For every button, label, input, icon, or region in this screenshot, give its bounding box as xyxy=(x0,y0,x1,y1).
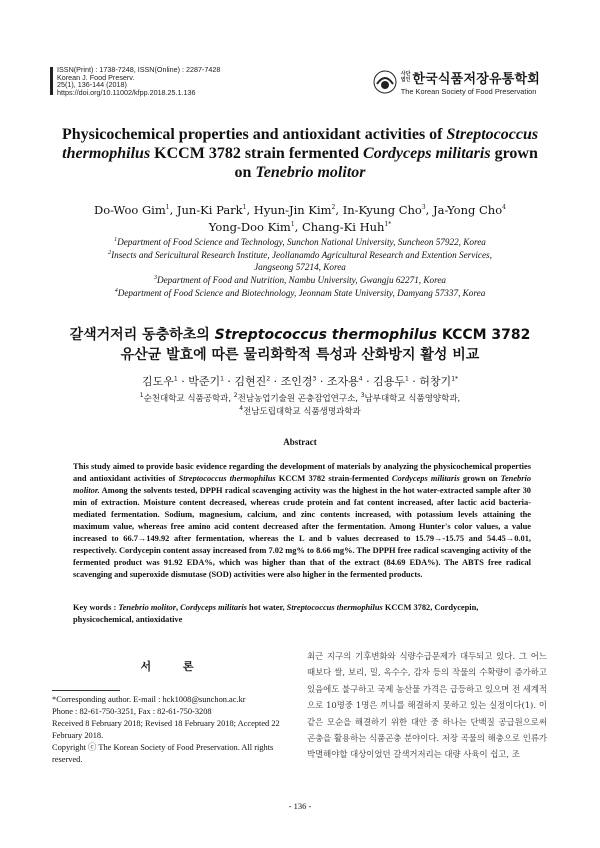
author-affil-mark: 4 xyxy=(358,375,363,383)
title-species: thermophilus xyxy=(62,145,151,162)
article-title xyxy=(52,125,548,182)
title-text: on xyxy=(234,164,256,181)
affil-text: Insects and Sericultural Research Institute, Jeollanamdo Agricultural Research and Extention Services, xyxy=(111,249,492,260)
author-affil-mark: 1* xyxy=(384,221,392,229)
korean-author: 김현진 xyxy=(234,375,267,388)
abstract-text: Among the solvents tested, DPPH radical scavenging activity was the highest in the hot water-extracted sample after 30 min of extraction. Moisture content decreased, whereas crude protein and fat content increased, after lactic acid bacteria-mediated fermentation. Sodium, magnesium, calcium, and zinc contents increased, with potassium levels attaining the maximum value, whereas free amino acid content decreased after the fermentation. Among Hunter's color values, a value increased to 66.7→149.92 after fermentation, whereas the L and b values decreased to 15.79→-15.75 and 54.45→0.01, respectively. Cordycepin content assay increased from 7.02 mg% to 8.66 mg%. The DPPH free radical scavenging activity of the fermented product was 91.92 EDA%, which was higher than that of the extract (84.69 EDA%). The ABTS free radical scavenging and superoxide dismutase (SOD) activities were also higher in the fermented products. xyxy=(73,486,531,579)
doi-link[interactable]: https://doi.org/10.11002/kfpp.2018.25.1.136 xyxy=(57,87,196,97)
korean-author: 조자용 xyxy=(326,375,359,388)
author-affil-mark: 4 xyxy=(502,204,506,212)
korean-author-list xyxy=(52,375,548,389)
footnote-divider xyxy=(52,690,120,691)
keyword: Cordyceps militaris xyxy=(180,603,247,612)
introduction-heading: 서 론 xyxy=(140,660,208,673)
page-number: - 136 - xyxy=(288,801,312,811)
journal-abbrev: Korean J. Food Preserv. xyxy=(57,72,135,82)
title-text: grown xyxy=(490,145,538,162)
korean-affiliation-list xyxy=(52,393,548,418)
title-species: Cordyceps militaris xyxy=(363,145,491,162)
separator: · xyxy=(316,375,327,388)
korean-title-text: 갈색거저리 동충하초의 xyxy=(69,327,215,343)
separator: · xyxy=(177,375,189,388)
abstract-body xyxy=(73,461,531,581)
korean-author: 김용두 xyxy=(373,375,405,388)
affil-mark: 4 xyxy=(239,404,244,412)
author-affil-mark: 1 xyxy=(242,204,247,212)
korean-title-species: Streptococcus thermophilus xyxy=(214,327,437,343)
society-name-english: The Korean Society of Food Preservation xyxy=(400,87,537,96)
abstract-text: KCCM 3782 strain-fermented xyxy=(275,474,392,483)
abstract-species: Streptococcus thermophilus xyxy=(178,474,276,483)
korean-author: 박준기 xyxy=(188,375,221,388)
affiliation xyxy=(52,287,548,300)
society-emblem-icon xyxy=(373,70,397,94)
keyword-sep: , xyxy=(175,603,181,612)
author-affil-mark: 2 xyxy=(266,375,271,383)
author-list: Do-Woo Gim$^1$, Jun-Ki Park$^1$, Hyun-Jin Kim$^2$, In-Kyung Cho$^3$, Ja-Yong Cho$^4$ Yong-Doo Kim$^1$, Chang-Ki Huh$^{1*}$ xyxy=(94,203,506,234)
society-name-korean: 한국식품저장유통학회 xyxy=(412,72,540,87)
korean-affil-text: 순천대학교 식품공학과, xyxy=(143,394,234,404)
author: Yong-Doo Kim xyxy=(208,220,291,234)
affiliation-list xyxy=(52,236,548,300)
affil-text: Department of Food Science and Technology, Sunchon National University, Suncheon 57922, Korea xyxy=(117,237,486,247)
introduction-body: 최근 지구의 기후변화와 식량수급문제가 대두되고 있다. 그 어느 때보다 쌀, 보리, 밀, 옥수수, 감자 등의 작물의 수확량이 증가하고 있음에도 불구하고 국제 농산물 가격은 급등하고 있으며 전 세계적으로 10명중 1명은 끼니를 해결하지 못하고 있는 실정이다(1). 이 같은 모순을 해결하기 위한 대안 중 하나는 단백질 공급원으로써 곤충을 활용하는 식품곤충 분야이다. 저장 곡물의 해충으로 인류가 박멸해야할 대상이었던 갈색거저리는 대량 사육이 쉽고, 조 xyxy=(307,651,547,760)
affil-mark: 4 xyxy=(114,287,118,294)
abstract-text: This study aimed to provide basic evidence regarding the development of materials by analyzing the physicochemical properties and antioxidant activities of xyxy=(73,462,531,483)
keyword: KCCM 3782, Cordycepin, physicochemical, antioxidative xyxy=(73,603,479,625)
author-affil-mark: 1 xyxy=(165,204,170,212)
korean-affil-text: 남부대학교 식품영양학과, xyxy=(364,394,461,404)
author-affil-mark: 3 xyxy=(421,204,426,212)
title-species: Tenebrio molitor xyxy=(255,164,366,181)
logo-corp-label: 사단 법인 xyxy=(400,71,411,83)
issn-line: ISSN(Print) : 1738-7248, ISSN(Online) : 2287-7428 xyxy=(57,65,221,74)
logo-text xyxy=(401,68,540,96)
header-bar xyxy=(50,67,53,95)
author: Jun-Ki Park xyxy=(176,203,243,217)
separator: · xyxy=(223,375,235,388)
title-species: Streptococcus xyxy=(446,126,539,143)
abstract-species: Tenebrio molitor. xyxy=(73,474,532,495)
author: In-Kyung Cho xyxy=(342,203,422,217)
korean-affil-text: 전남도립대학교 식품생명과학과 xyxy=(243,406,361,417)
author: Ja-Yong Cho xyxy=(432,203,503,217)
title-text: Physicochemical properties and antioxidant activities of xyxy=(61,126,447,143)
society-logo xyxy=(373,68,540,96)
separator: · xyxy=(362,375,374,388)
keywords xyxy=(73,602,531,626)
received-dates: Received 8 February 2018; Revised 18 February 2018; Accepted 22 February 2018. xyxy=(52,718,280,740)
affiliation xyxy=(52,249,548,262)
abstract-text: grown on xyxy=(459,474,501,483)
author: Hyun-Jin Kim xyxy=(253,203,332,217)
korean-title-text: KCCM 3782 xyxy=(436,327,531,343)
journal-info xyxy=(57,66,220,96)
korean-title xyxy=(52,325,548,365)
keywords-label: Key words : xyxy=(73,603,117,612)
affil-mark: 2 xyxy=(108,249,112,256)
affil-mark: 3 xyxy=(360,392,365,400)
title-text: KCCM 3782 strain fermented xyxy=(150,145,364,162)
keyword: Tenebrio molitor xyxy=(118,603,176,612)
author-affil-mark: 1 xyxy=(404,375,409,383)
affil-text: Department of Food and Nutrition, Nambu University, Gwangju 62271, Korea xyxy=(156,275,447,286)
korean-author: 조인경 xyxy=(280,375,313,388)
abstract-species: Cordyceps militaris xyxy=(391,474,460,483)
affil-text: Jangseong 57214, Korea xyxy=(254,262,346,273)
author: Chang-Ki Huh xyxy=(301,220,385,234)
korean-title-text: 유산균 발효에 따른 물리화학적 특성과 산화방지 활성 비교 xyxy=(120,347,480,363)
affiliation xyxy=(52,274,548,287)
korean-affil-text: 전남농업기술원 곤충잠업연구소, xyxy=(237,394,361,404)
affil-mark: 3 xyxy=(153,275,157,282)
korean-author: 허창기 xyxy=(419,375,452,388)
author-affil-mark: 1 xyxy=(220,375,224,383)
separator: · xyxy=(408,375,420,388)
author-affil-mark: 1 xyxy=(290,221,295,229)
author-affil-mark: 2 xyxy=(331,204,336,212)
volume-pages: 25(1), 136-144 (2018) xyxy=(57,80,127,90)
copyright-notice: Copyright ⓒ The Korean Society of Food Preservation. All rights reserved. xyxy=(52,742,274,764)
abstract-heading: Abstract xyxy=(283,437,317,447)
correspondence-footnote xyxy=(52,694,296,765)
contact-phone-fax: Phone : 82-61-750-3251, Fax : 82-61-750-3208 xyxy=(52,706,212,716)
author-affil-mark: 1* xyxy=(451,375,459,383)
korean-author: 김도우 xyxy=(141,375,174,388)
corresponding-author-email: *Corresponding author. E-mail : hck1008@sunchon.ac.kr xyxy=(52,695,246,704)
affil-mark: 2 xyxy=(233,392,238,400)
author-affil-mark: 3 xyxy=(312,375,317,383)
author-affil-mark: 1 xyxy=(173,375,178,383)
author: Do-Woo Gim xyxy=(94,203,166,217)
affiliation xyxy=(52,261,548,274)
affil-mark: 1 xyxy=(139,392,144,400)
keyword: Streptococcus thermophilus xyxy=(286,603,383,612)
keyword: hot water, xyxy=(246,603,287,612)
affil-mark: 1 xyxy=(114,236,118,243)
separator: · xyxy=(270,375,281,388)
affil-text: Department of Food Science and Biotechnology, Jeonnam State University, Damyang 57337, Korea xyxy=(117,287,486,298)
affiliation xyxy=(52,236,548,249)
